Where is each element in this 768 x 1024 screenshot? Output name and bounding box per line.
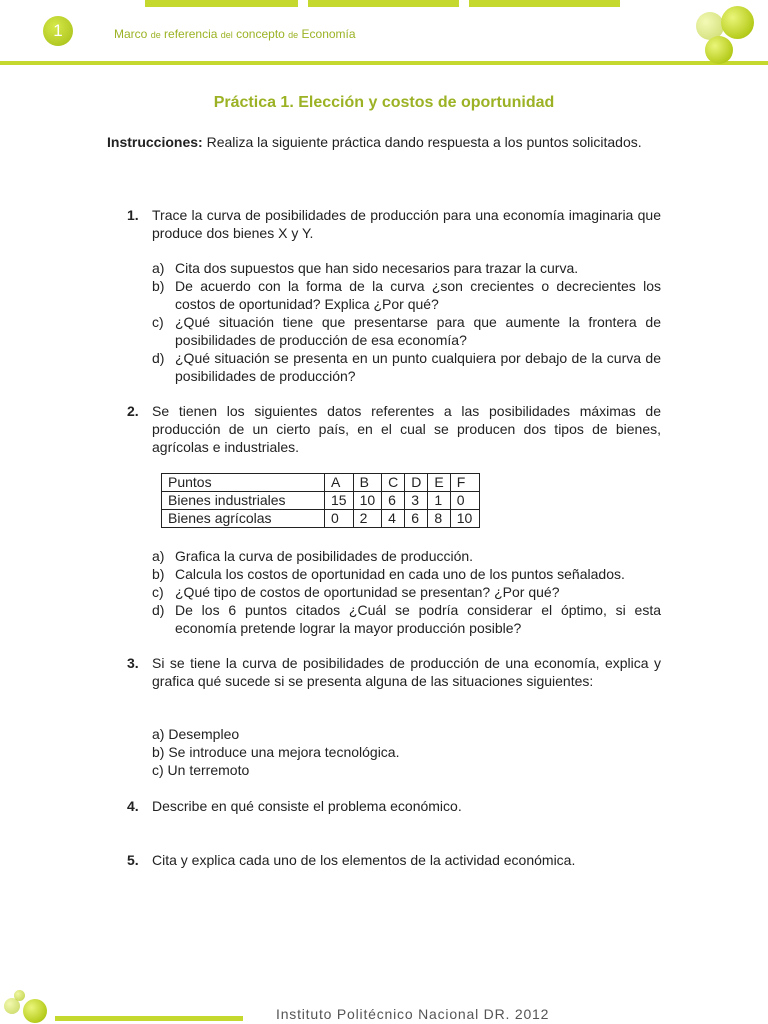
list-item: [152, 277, 661, 313]
question-number: 1.: [127, 207, 139, 223]
list-item: [152, 601, 661, 637]
header-word: del: [220, 30, 233, 40]
table-cell: Puntos: [162, 474, 325, 492]
header-word: de: [288, 30, 299, 40]
chapter-number-badge: 1: [43, 16, 73, 46]
table-cell: Bienes industriales: [162, 492, 325, 510]
question-2: [107, 402, 661, 456]
data-table: [161, 473, 480, 528]
list-item: [152, 565, 661, 583]
question-text: Trace la curva de posibilidades de producción para una economía imaginaria que produce dos bienes X y Y.: [152, 207, 661, 241]
table-cell: Bienes agrícolas: [162, 510, 325, 528]
table-cell: 10: [450, 510, 479, 528]
question-text: Si se tiene la curva de posibilidades de producción de una economía, explica y grafica qué sucede si se presenta alguna de las situaciones siguientes:: [152, 655, 661, 689]
table-cell: 15: [325, 492, 354, 510]
instructions: [107, 133, 661, 151]
decor-bubble: [705, 36, 733, 64]
question-1-subitems: [152, 259, 661, 385]
table-cell: E: [428, 474, 450, 492]
item-text: Grafica la curva de posibilidades de producción.: [175, 548, 474, 564]
decor-bubble: [14, 990, 25, 1001]
item-label: b): [152, 566, 165, 582]
question-5: [107, 851, 661, 869]
table-cell: 10: [353, 492, 382, 510]
item-label: b): [152, 278, 165, 294]
instructions-label: Instrucciones:: [107, 134, 203, 150]
footer-divider: [55, 1016, 243, 1021]
question-text: Se tienen los siguientes datos referentes a las posibilidades máximas de producción de un cierto país, en el cual se producen dos tipos de bienes, agrícolas e industriales.: [152, 403, 661, 455]
item-text: ¿Qué situación se presenta en un punto cualquiera por debajo de la curva de posibilidades de producción?: [175, 350, 661, 384]
item-text: Cita dos supuestos que han sido necesarios para trazar la curva.: [175, 260, 579, 276]
list-item: a) Desempleo: [152, 726, 240, 742]
question-number: 2.: [127, 403, 139, 419]
list-item: [152, 313, 661, 349]
list-item: [152, 349, 661, 385]
top-bar-3: [469, 0, 620, 7]
question-3: [107, 654, 661, 690]
table-cell: 1: [428, 492, 450, 510]
table-row: [162, 474, 480, 492]
table-row: [162, 510, 480, 528]
item-text: De los 6 puntos citados ¿Cuál se podría considerar el óptimo, si esta economía pretende lograr la mayor producción posible?: [175, 602, 661, 636]
table-cell: 0: [450, 492, 479, 510]
item-label: c): [152, 314, 164, 330]
item-text: ¿Qué situación tiene que presentarse para que aumente la frontera de posibilidades de producción de esa economía?: [175, 314, 661, 348]
item-text: De acuerdo con la forma de la curva ¿son crecientes o decrecientes los costos de oportunidad? Explica ¿Por qué?: [175, 278, 661, 312]
item-label: a): [152, 260, 165, 276]
list-item: [152, 259, 661, 277]
table-row: [162, 492, 480, 510]
table-cell: 6: [382, 492, 405, 510]
header-word: concepto: [236, 27, 285, 41]
table-cell: B: [353, 474, 382, 492]
instructions-text: Realiza la siguiente práctica dando respuesta a los puntos solicitados.: [202, 134, 642, 150]
header-word: Economía: [301, 27, 356, 41]
header-word: referencia: [164, 27, 218, 41]
table-cell: 3: [405, 492, 428, 510]
question-number: 4.: [127, 798, 139, 814]
table-cell: 4: [382, 510, 405, 528]
list-item: [152, 583, 661, 601]
decor-bubble: [721, 6, 754, 39]
item-label: a): [152, 548, 165, 564]
header-word: Marco: [114, 27, 148, 41]
item-label: c): [152, 584, 164, 600]
item-label: d): [152, 602, 165, 618]
item-text: ¿Qué tipo de costos de oportunidad se presentan? ¿Por qué?: [175, 584, 560, 600]
table-cell: F: [450, 474, 479, 492]
table-cell: A: [325, 474, 354, 492]
question-number: 5.: [127, 852, 139, 868]
table-cell: 6: [405, 510, 428, 528]
top-bar-1: [145, 0, 298, 7]
footer-institution: Instituto Politécnico Nacional DR. 2012: [276, 1006, 550, 1022]
question-1: [107, 206, 661, 242]
question-2-subitems: [152, 547, 661, 637]
list-item: b) Se introduce una mejora tecnológica.: [152, 744, 400, 760]
list-item: c) Un terremoto: [152, 762, 250, 778]
decor-bubble: [23, 999, 47, 1023]
top-bar-2: [308, 0, 459, 7]
header-title: [114, 27, 356, 41]
table-cell: 8: [428, 510, 450, 528]
item-label: d): [152, 350, 165, 366]
table-cell: C: [382, 474, 405, 492]
item-text: Calcula los costos de oportunidad en cada uno de los puntos señalados.: [175, 566, 625, 582]
table-cell: 0: [325, 510, 354, 528]
page-title: Práctica 1. Elección y costos de oportunidad: [213, 94, 555, 111]
header-divider: [0, 61, 768, 65]
header-word: de: [150, 30, 161, 40]
table-cell: 2: [353, 510, 382, 528]
list-item: [152, 547, 661, 565]
question-text: Describe en qué consiste el problema económico.: [152, 798, 462, 814]
question-number: 3.: [127, 655, 139, 671]
question-4: [107, 797, 661, 815]
question-text: Cita y explica cada uno de los elementos de la actividad económica.: [152, 852, 576, 868]
question-3-subitems: [152, 725, 399, 779]
table-cell: D: [405, 474, 428, 492]
